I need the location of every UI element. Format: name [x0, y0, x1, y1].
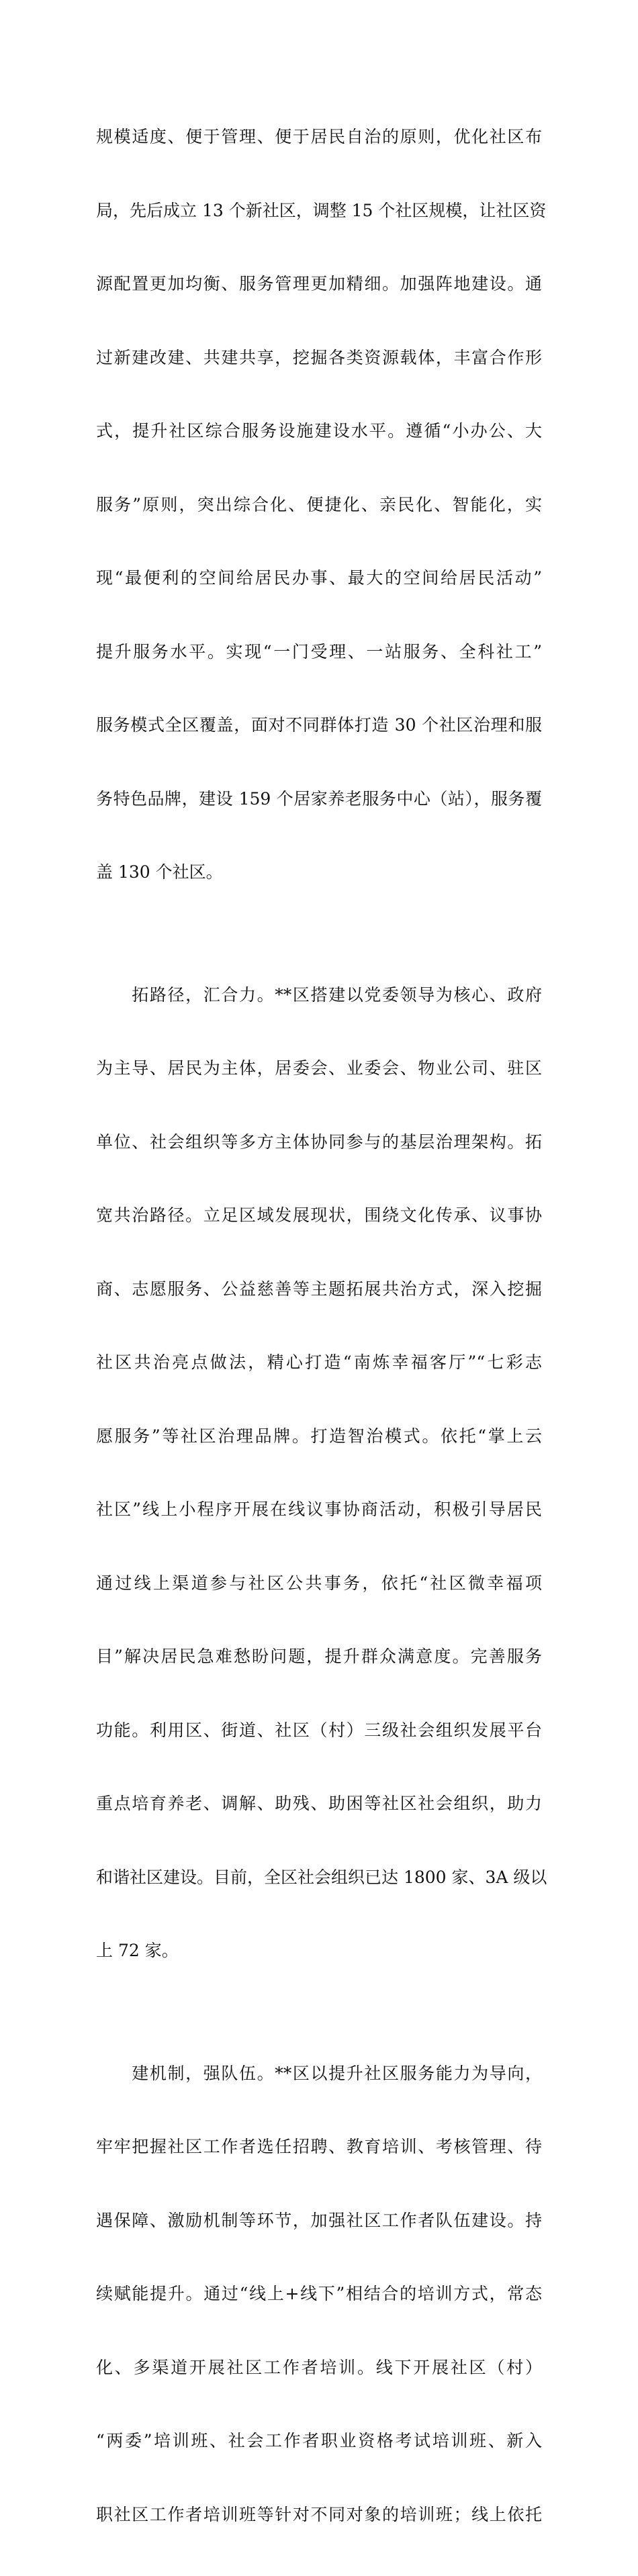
- text-line: 功能。利用区、街道、社区（村）三级社会组织发展平台: [96, 1718, 542, 1743]
- text-line: 提升服务水平。实现“一门受理、一站服务、全科社工”: [96, 640, 542, 665]
- text-line: 建机制，强队伍。**区以提升社区服务能力为导向，: [96, 2062, 542, 2086]
- text-line: 过新建改建、共建共享，挖掘各类资源载体，丰富合作形: [96, 346, 542, 371]
- text-line: 式，提升社区综合服务设施建设水平。遵循“小办公、大: [96, 419, 542, 444]
- text-line: 商、志愿服务、公益慈善等主题拓展共治方式，深入挖掘: [96, 1277, 542, 1302]
- text-line: 服务模式全区覆盖，面对不同群体打造 30 个社区治理和服: [96, 713, 542, 738]
- text-line: 宽共治路径。立足区域发展现状，围绕文化传承、议事协: [96, 1203, 542, 1228]
- text-line: 目”解决居民急难愁盼问题，提升群众满意度。完善服务: [96, 1645, 542, 1669]
- document-page: [0, 0, 638, 903]
- text-line: 上 72 家。: [96, 1939, 542, 1964]
- text-line: 为主导、居民为主体，居委会、业委会、物业公司、驻区: [96, 1056, 542, 1081]
- text-line: 续赋能提升。通过“线上+线下”相结合的培训方式，常态: [96, 2282, 542, 2307]
- text-line: 单位、社会组织等多方主体协同参与的基层治理架构。拓: [96, 1130, 542, 1155]
- text-line: 重点培育养老、调解、助残、助困等社区社会组织，助力: [96, 1792, 542, 1816]
- paragraph-community-layout: [96, 76, 542, 934]
- text-line: 现“最便利的空间给居民办事、最大的空间给居民活动”: [96, 566, 542, 591]
- text-line: 愿服务”等社区治理品牌。打造智治模式。依托“掌上云: [96, 1424, 542, 1449]
- paragraph-team-building: [96, 2013, 542, 2576]
- text-line: 社区”线上小程序开展在线议事协商活动，积极引导居民: [96, 1498, 542, 1522]
- text-line: 社区共治亮点做法，精心打造“南炼幸福客厅”“七彩志: [96, 1350, 542, 1375]
- paragraph-co-governance: [96, 934, 542, 2013]
- text-line: 规模适度、便于管理、便于居民自治的原则，优化社区布: [96, 125, 542, 150]
- text-line: 局，先后成立 13 个新社区，调整 15 个社区规模，让社区资: [96, 199, 542, 224]
- text-line: “两委”培训班、社会工作者职业资格考试培训班、新入: [96, 2429, 542, 2454]
- text-line: 通过线上渠道参与社区公共事务，依托“社区微幸福项: [96, 1571, 542, 1596]
- body-text: [96, 76, 542, 2576]
- text-line: 源配置更加均衡、服务管理更加精细。加强阵地建设。通: [96, 272, 542, 297]
- text-line: 职社区工作者培训班等针对不同对象的培训班；线上依托: [96, 2503, 542, 2528]
- text-line: 牢牢把握社区工作者选任招聘、教育培训、考核管理、待: [96, 2135, 542, 2160]
- text-line: 拓路径，汇合力。**区搭建以党委领导为核心、政府: [96, 983, 542, 1008]
- text-line: 服务”原则，突出综合化、便捷化、亲民化、智能化，实: [96, 493, 542, 518]
- text-line: 和谐社区建设。目前，全区社会组织已达 1800 家、3A 级以: [96, 1866, 542, 1890]
- text-line: 遇保障、激励机制等环节，加强社区工作者队伍建设。持: [96, 2209, 542, 2234]
- text-line: 务特色品牌，建设 159 个居家养老服务中心（站），服务覆: [96, 787, 542, 812]
- text-line: 盖 130 个社区。: [96, 860, 542, 885]
- text-line: 化、多渠道开展社区工作者培训。线下开展社区（村）: [96, 2356, 542, 2381]
